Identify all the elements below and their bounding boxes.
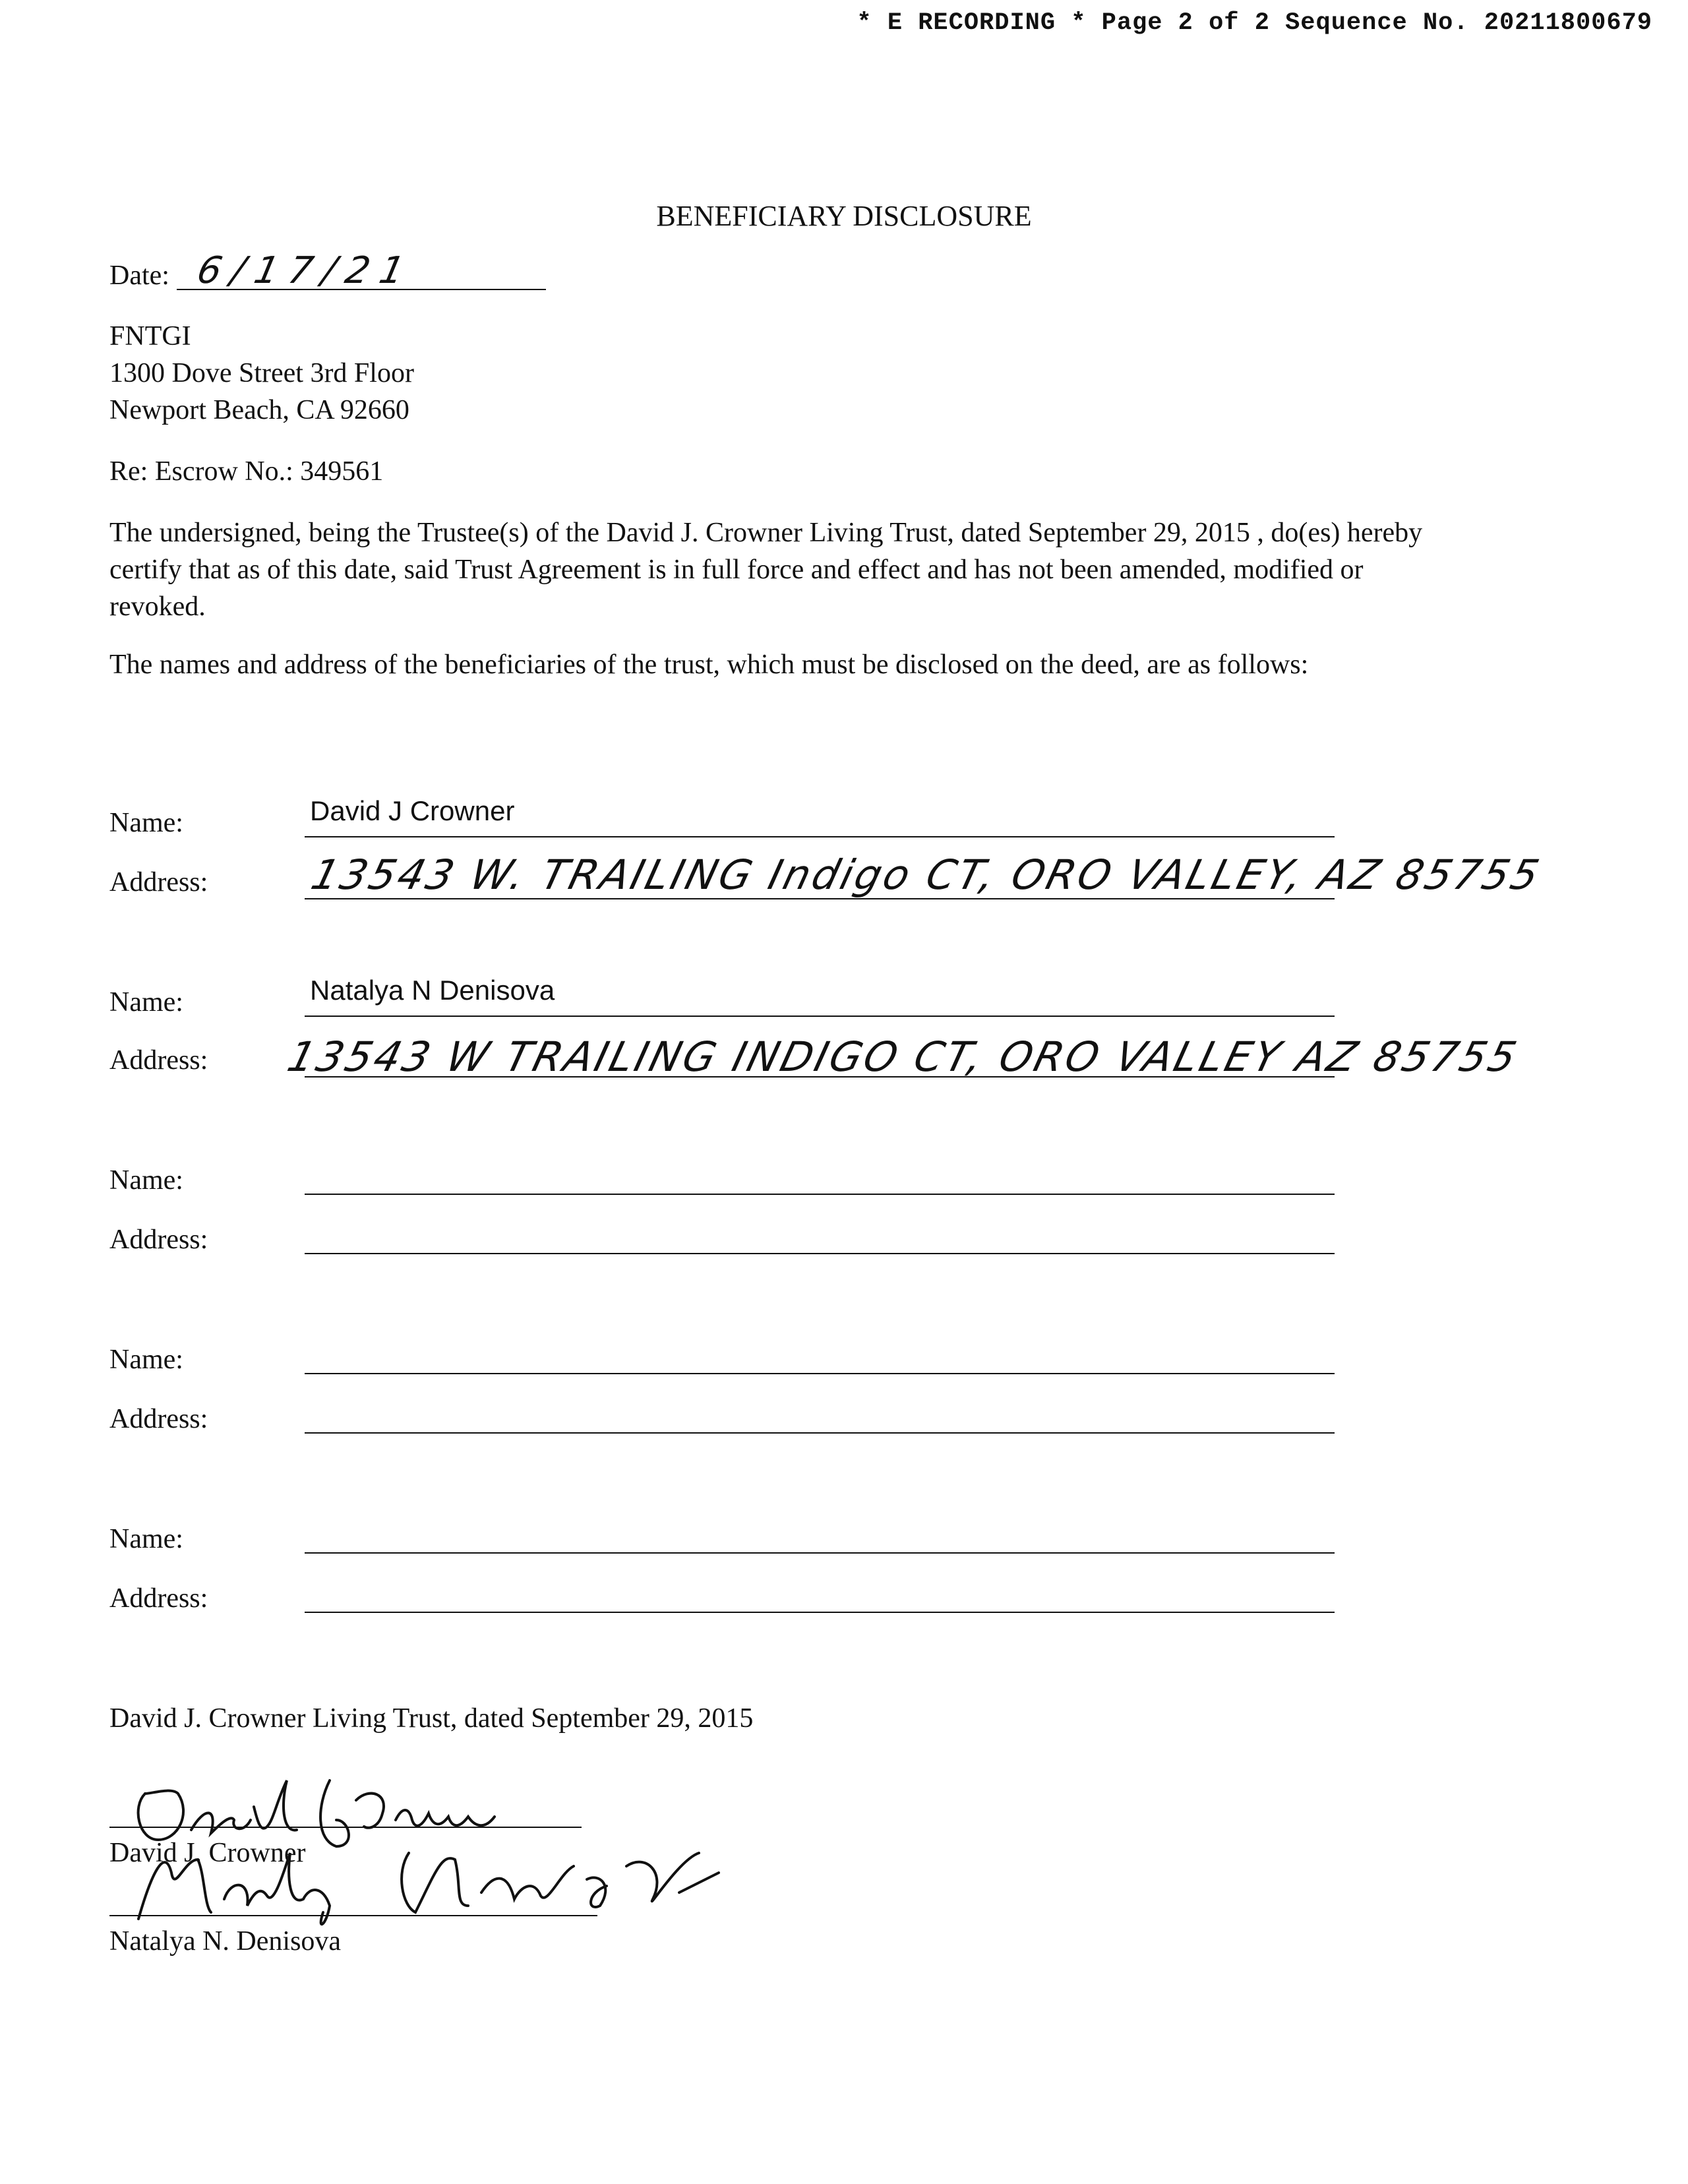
document-title: BENEFICIARY DISCLOSURE [656,200,1032,232]
beneficiary-1-name-line [305,836,1335,837]
date-label: Date: [109,260,169,291]
date-handwritten-value: 6/17/21 [193,249,419,292]
recording-stamp: * E RECORDING * Page 2 of 2 Sequence No. 20211800679 [857,9,1652,37]
recipient-name: FNTGI [109,321,191,351]
recipient-city: Newport Beach, CA 92660 [109,395,409,425]
name-label: Name: [109,987,183,1017]
beneficiary-1-address: 13543 W. TRAILING Indigo CT, ORO VALLEY, AZ 85755 [306,851,1547,899]
name-label: Name: [109,1345,183,1375]
address-label: Address: [109,1045,208,1076]
signer-1-printed-name: David J. Crowner [109,1838,306,1868]
beneficiary-1-name: David J Crowner [310,795,515,826]
recipient-street: 1300 Dove Street 3rd Floor [109,358,414,388]
name-label: Name: [109,1165,183,1196]
signature-line-2 [109,1915,597,1916]
beneficiary-3-address-line [305,1253,1335,1254]
beneficiary-2-name-line [305,1016,1335,1017]
escrow-reference: Re: Escrow No.: 349561 [109,456,384,487]
recipient-address [109,318,414,429]
certification-paragraph: The undersigned, being the Trustee(s) of the David J. Crowner Living Trust, dated September 29, 2015 , do(es) hereby certify that as of this date, said Trust Agreement is in full force and effect and has not been amended, modified or revoked. [109,518,1423,622]
beneficiary-5-address-line [305,1612,1335,1613]
beneficiary-4-name-line [305,1373,1335,1374]
beneficiary-2-address-line [305,1076,1335,1077]
beneficiary-4-address-line [305,1432,1335,1434]
address-label: Address: [109,1225,208,1255]
signature-line-1 [109,1827,582,1828]
beneficiary-1-address-line [305,898,1335,899]
address-label: Address: [109,1583,208,1614]
signer-2-printed-name: Natalya N. Denisova [109,1926,342,1957]
beneficiaries-intro-paragraph: The names and address of the beneficiaries of the trust, which must be disclosed on the deed, are as follows: [109,650,1309,680]
beneficiary-5-name-line [305,1552,1335,1554]
address-label: Address: [109,867,208,897]
beneficiary-2-address: 13543 W TRAILING INDIGO CT, ORO VALLEY AZ 85755 [282,1033,1524,1081]
name-label: Name: [109,808,183,838]
beneficiary-3-name-line [305,1194,1335,1195]
name-label: Name: [109,1524,183,1554]
address-label: Address: [109,1404,208,1434]
trust-name-line: David J. Crowner Living Trust, dated September 29, 2015 [109,1703,754,1734]
beneficiary-2-name: Natalya N Denisova [310,975,555,1006]
